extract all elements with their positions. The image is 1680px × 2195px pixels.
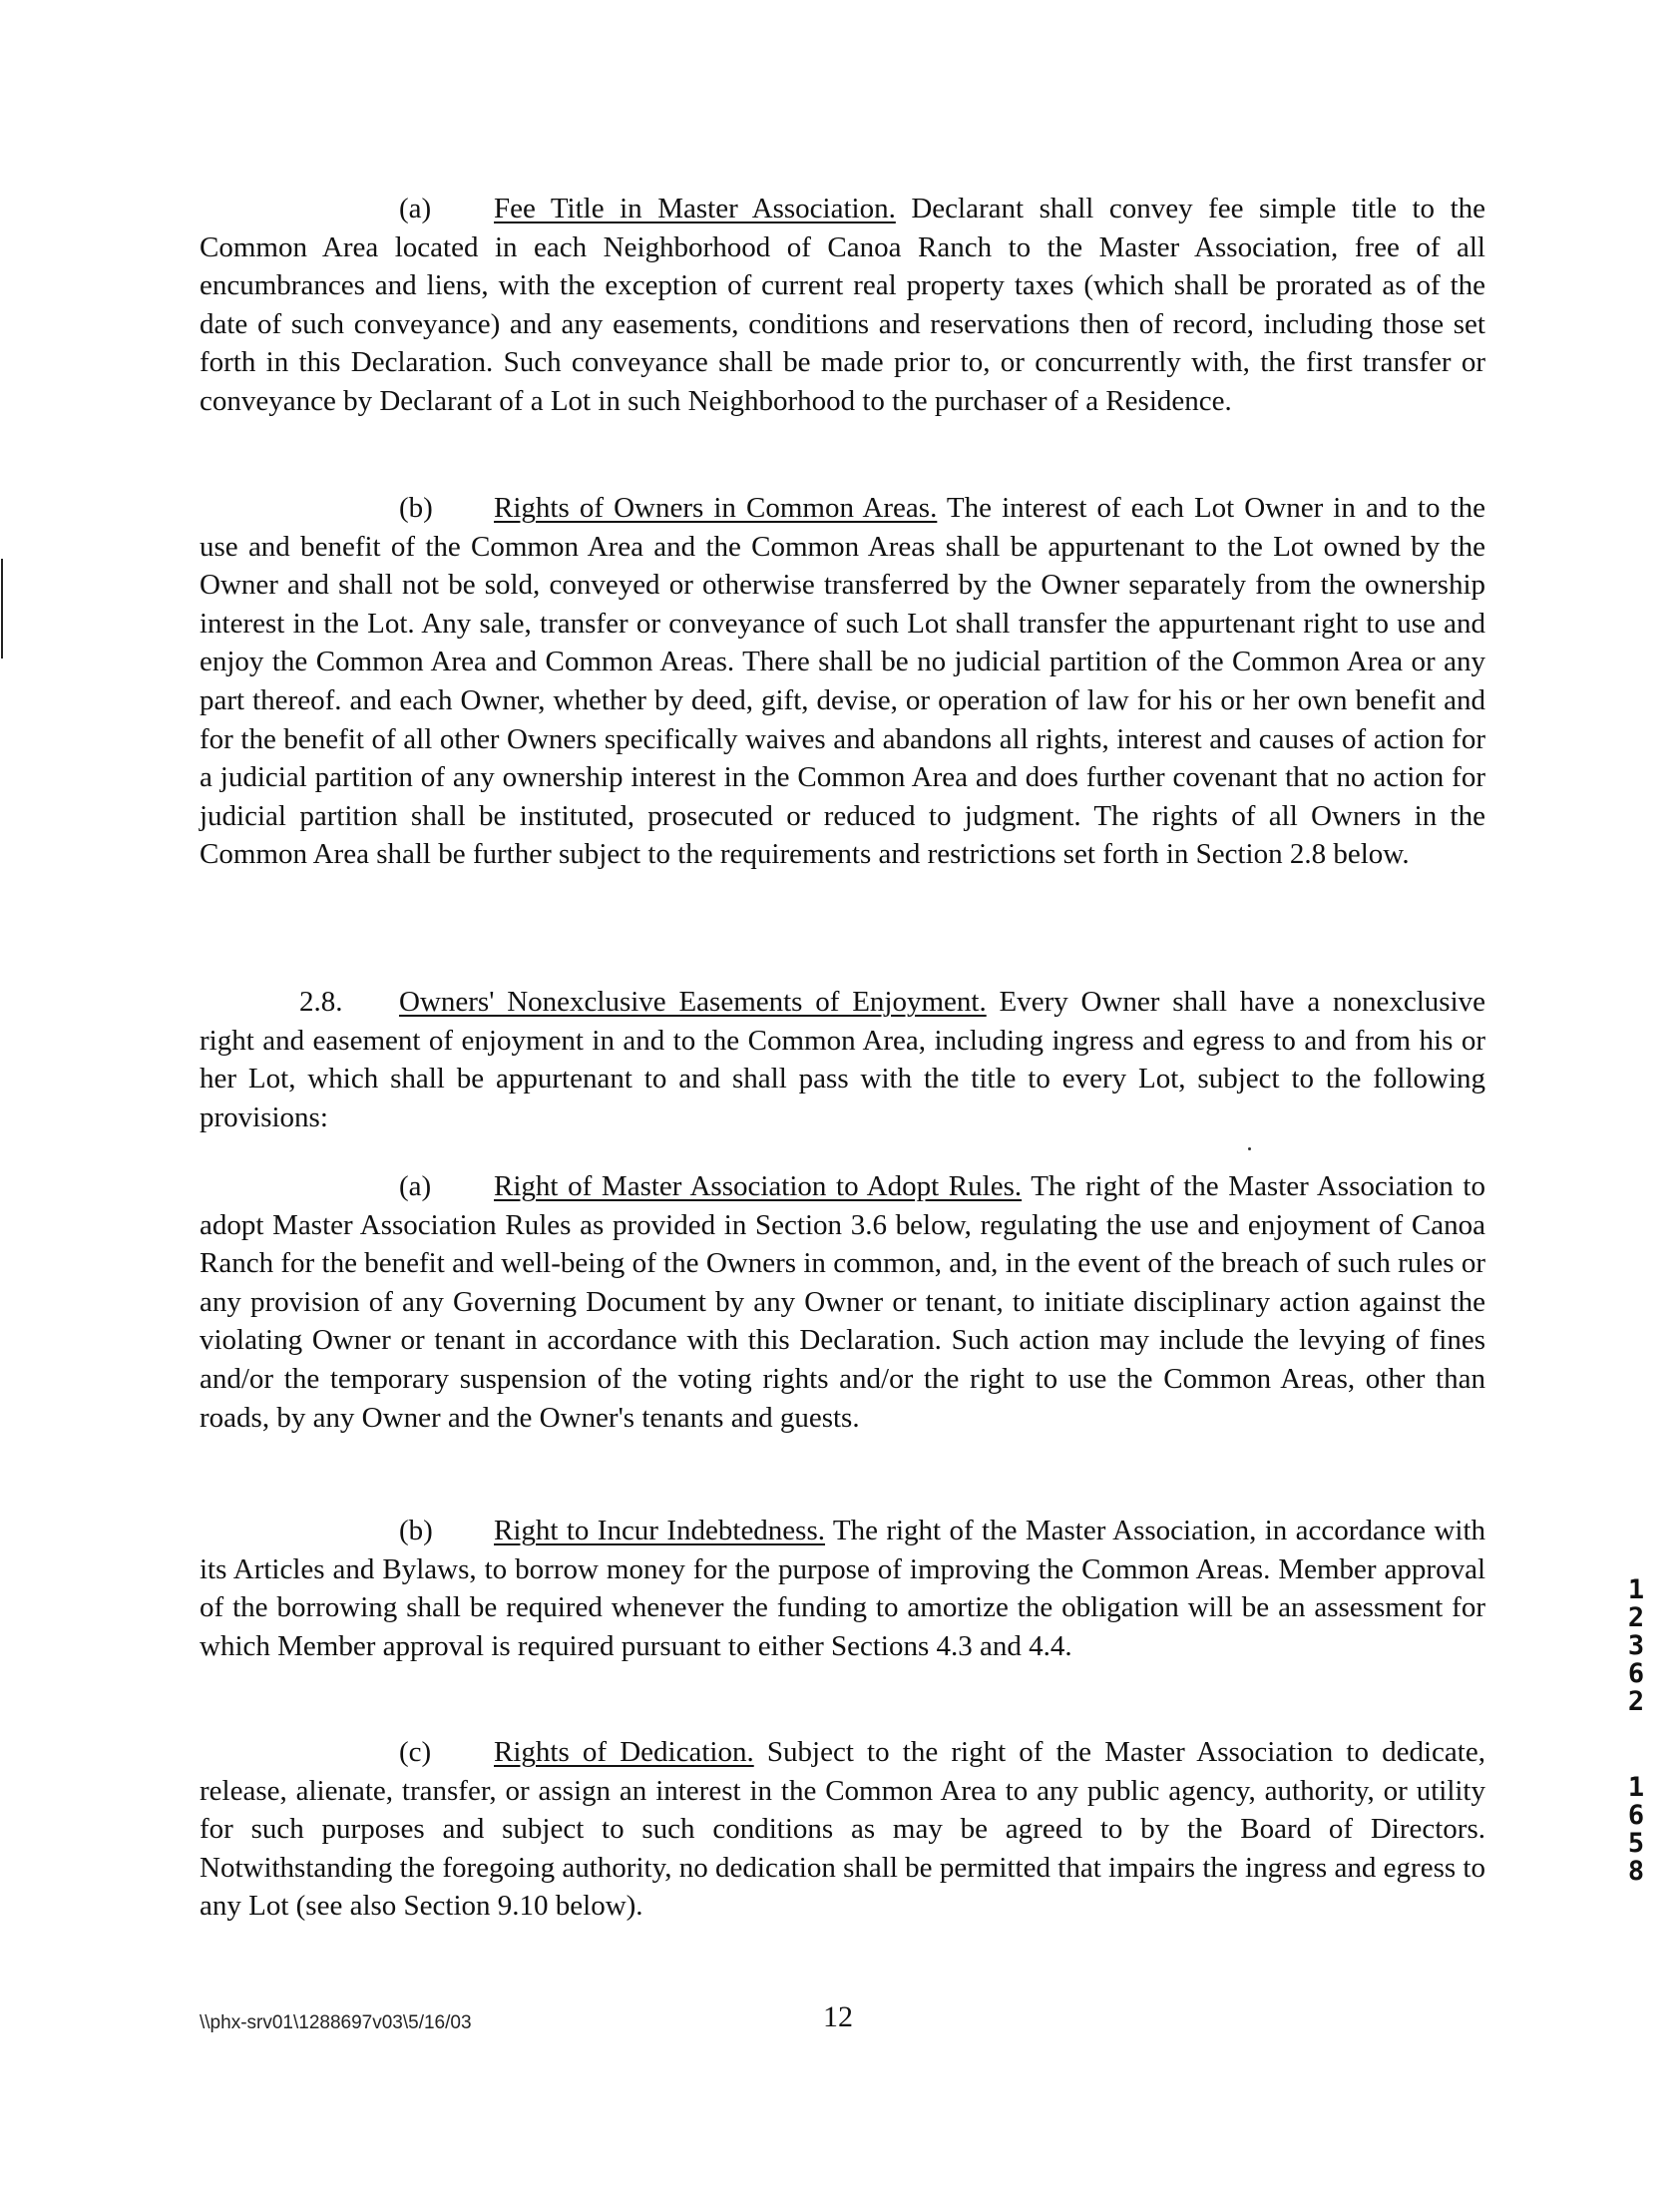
paragraph-heading: Rights of Owners in Common Areas. [494,492,938,524]
paragraph-number: (c) [399,1736,432,1768]
paragraph-number: (b) [399,492,433,524]
recording-stamp-docket: 12362 [1627,1574,1645,1717]
paragraph-body: Subject to the right of the Master Association to dedicate, release, alienate, transfer, or assign an interest in the Common Area to any public agency, authority, or utility for such purposes and subject to such conditions as may be agreed to by the Board of Directors. Notwithstanding the foregoing authority, no dedication shall be permitted that impairs the ingress and egress to any Lot (see also Section 9.10 below). [200,1736,1485,1923]
paragraph-heading: Right of Master Association to Adopt Rules. [494,1170,1023,1202]
paragraph-adopt-rules [200,1167,1485,1437]
section-2-8-easements [200,983,1485,1136]
scan-speck [1248,1147,1251,1150]
paragraph-rights-of-owners [200,489,1485,874]
paragraph-body: The right of the Master Association to adopt Master Association Rules as provided in Section 3.6 below, regulating the use and enjoyment of Canoa Ranch for the benefit and well-being of the Owners in common, and, in the event of the breach of such rules or any provision of any Governing Document by any Owner or tenant, to initiate disciplinary action against the violating Owner or tenant in accordance with this Declaration. Such action may include the levying of fines and/or the temporary suspension of the voting rights and/or the right to use the Common Areas, other than roads, by any Owner and the Owner's tenants and guests. [200,1170,1485,1434]
section-body: Every Owner shall have a nonexclusive right and easement of enjoyment in and to the Common Area, including ingress and egress to and from his or her Lot, which shall be appurtenant to and shall pass with the title to every Lot, subject to the following provisions: [200,986,1486,1133]
page-number: 12 [823,2000,853,2033]
paragraph-heading: Right to Incur Indebtedness. [494,1515,826,1546]
paragraph-heading: Rights of Dedication. [494,1736,754,1768]
section-number: 2.8. [299,986,343,1018]
paragraph-body: The right of the Master Association, in accordance with its Articles and Bylaws, to borrow money for the purpose of improving the Common Areas. Member approval of the borrowing shall be required whenever the funding to amortize the obligation will be an assessment for which Member approval is required pursuant to either Sections 4.3 and 4.4. [200,1515,1486,1662]
footer-file-path: \\phx-srv01\1288697v03\5/16/03 [200,2012,472,2033]
paragraph-number: (a) [399,193,432,224]
revision-change-bar [1,559,3,658]
section-heading: Owners' Nonexclusive Easements of Enjoyment. [399,986,987,1018]
paragraph-rights-of-dedication [200,1733,1485,1926]
paragraph-number: (a) [399,1170,432,1202]
paragraph-incur-indebtedness [200,1512,1485,1665]
recording-stamp-page: 1658 [1627,1772,1645,1887]
paragraph-number: (b) [399,1515,433,1546]
paragraph-body: Declarant shall convey fee simple title to the Common Area located in each Neighborhood of Canoa Ranch to the Master Association, free of all encumbrances and liens, with the exception of current real property taxes (which shall be prorated as of the date of such conveyance) and any easements, conditions and reservations then of record, including those set forth in this Declaration. Such conveyance shall be made prior to, or concurrently with, the first transfer or conveyance by Declarant of a Lot in such Neighborhood to the purchaser of a Residence. [200,193,1486,417]
paragraph-body: The interest of each Lot Owner in and to the use and benefit of the Common Area and the Common Areas shall be appurtenant to the Lot owned by the Owner and shall not be sold, conveyed or otherwise transferred by the Owner separately from the ownership interest in the Lot. Any sale, transfer or conveyance of such Lot shall transfer the appurtenant right to use and enjoy the Common Area and Common Areas. There shall be no judicial partition of the Common Area or any part thereof. and each Owner, whether by deed, gift, devise, or operation of law for his or her own benefit and for the benefit of all other Owners specifically waives and abandons all rights, interest and causes of action for a judicial partition of any ownership interest in the Common Area and does further covenant that no action for judicial partition shall be instituted, prosecuted or reduced to judgment. The rights of all Owners in the Common Area shall be further subject to the requirements and restrictions set forth in Section 2.8 below. [200,492,1485,871]
paragraph-fee-title [200,190,1485,421]
paragraph-heading: Fee Title in Master Association. [494,193,896,224]
